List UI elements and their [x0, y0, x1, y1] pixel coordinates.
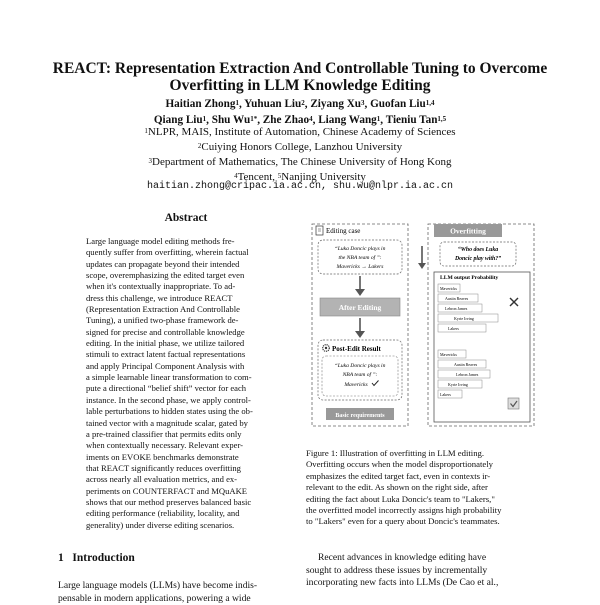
title-line-1: REACT: Representation Extraction And Controllable Tuning to Overcome [40, 60, 560, 77]
abstract-line: that REACT significantly reduces overfitting [86, 463, 284, 474]
basic-requirements-label: Basic requirements [335, 413, 385, 419]
paper-title [40, 60, 560, 94]
abstract-line: shows that our method preserves balanced basic [86, 497, 284, 508]
overfitting-label: Overfitting [450, 227, 486, 236]
author-line-1: Haitian Zhong$^1$, Yuhuan Liu$^2$, Ziyang Xu$^3$, Guofan Liu$^{1,4}$ [40, 96, 560, 112]
query-line-2: Doncic play with?” [454, 256, 501, 262]
affiliation-3: $^3$Department of Mathematics, The Chinese University of Hong Kong [40, 155, 560, 170]
abstract-line: quently suffer from overfitting, wherein factual [86, 247, 284, 258]
abstract-heading: Abstract [86, 212, 286, 224]
affiliation-4-5: $^4$Tencent, $^5$Nanjing University [40, 170, 560, 185]
abstract-line: when it's contextually inappropriate. To ad- [86, 281, 284, 292]
figure-1 [306, 220, 540, 434]
abstract-line: when contextually necessary. Relevant exper- [86, 440, 284, 451]
body-line: incorporating new facts into LLMs (De Cao et al., [306, 577, 542, 590]
abstract-line: tained vector with a magnitude scalar, gated by [86, 418, 284, 429]
caption-line: Overfitting occurs when the model disproportionately [306, 459, 534, 470]
query-box [440, 242, 516, 266]
checkbox-icon [508, 398, 519, 409]
post-text-3: Mavericks [343, 382, 367, 388]
abstract-line: iments on EVOKE benchmarks demonstrate [86, 452, 284, 463]
body-line: pensable in modern applications, powering a wide [58, 593, 294, 605]
section-title: Introduction [72, 552, 134, 564]
author-line-2: Qiang Liu$^1$, Shu $Wu^{1*}$, Zhe Zhao$^4$, Liang Wang$^1$, Tieniu Tan$^{1,5}$ [40, 112, 560, 128]
bar-label: Mavericks [440, 352, 457, 357]
document-icon [316, 226, 323, 235]
case-text-2: the NBA team of ”: [338, 254, 381, 261]
bar-label: Lakers [440, 392, 451, 397]
affiliation-1: $^1$NLPR, MAIS, Institute of Automation, Chinese Academy of Sciences [40, 125, 560, 140]
abstract-line: Tuning), a unified two-phase framework de- [86, 315, 284, 326]
right-column-body [306, 552, 542, 590]
post-edit-label: Post-Edit Result [332, 345, 381, 353]
abstract-body [86, 236, 284, 531]
post-text-1: “Luka Doncic plays in [335, 362, 386, 369]
abstract-line: generality) under diverse editing scenarios. [86, 520, 284, 531]
author-name: Shu Wu [212, 114, 250, 126]
bar-label: Austin Reaves [454, 362, 478, 367]
caption-line: the overfitted model incorrectly assigns high probability [306, 505, 534, 516]
author-name: Zhe Zhao [263, 114, 309, 126]
case-text-1: “Luka Doncic plays in [335, 245, 386, 252]
author-name: Ziyang Xu [310, 98, 361, 110]
caption-line: relevant to the edit. As shown on the right side, after [306, 482, 534, 493]
author-name: Yuhuan Liu [244, 98, 301, 110]
abstract-line: a pre-trained classifier that permits edits only [86, 429, 284, 440]
bar-label: Lebron James [445, 306, 468, 311]
abstract-line: editing. In the initial phase, we utilize tailored [86, 338, 284, 349]
down-arrow-icon [418, 246, 426, 269]
title-line-2: Overfitting in LLM Knowledge Editing [40, 77, 560, 94]
author-name: Liang Wang [318, 114, 377, 126]
section-number: 1 [58, 552, 64, 564]
caption-line: emphasizes the edited target fact, even in contexts ir- [306, 471, 534, 482]
body-line: Recent advances in knowledge editing have [306, 552, 542, 565]
abstract-line: scope, overemphasizing the edited target even [86, 270, 284, 281]
section-heading [58, 552, 135, 564]
author-emails[interactable]: haitian.zhong@cripac.ia.ac.cn, shu.wu@nlpr.ia.ac.cn [40, 181, 560, 192]
abstract-line: editing performance (reliability, locality, and [86, 508, 284, 519]
affiliations [40, 125, 560, 185]
author-name: Tieniu Tan [386, 114, 438, 126]
body-line: Large language models (LLMs) have become indis- [58, 580, 294, 593]
body-line: sought to address these issues by incrementally [306, 565, 542, 578]
bar-label: Lakers [448, 326, 459, 331]
abstract-line: periments on COUNTERFACT and MQuAKE [86, 486, 284, 497]
abstract-line: and apply Principal Component Analysis with [86, 361, 284, 372]
abstract-line: lable perturbations to hidden states using the ob- [86, 406, 284, 417]
case-text-3: Mavericks → Lakers [336, 264, 384, 270]
affiliation-2: $^2$Cuiying Honors College, Lanzhou University [40, 140, 560, 155]
post-text-2: NBA team of ”: [342, 371, 378, 378]
abstract-line: dress this challenge, we introduce REACT [86, 293, 284, 304]
bar-label: Kyrie Irving [448, 382, 468, 387]
intro-body [58, 580, 294, 605]
bar-label: Mavericks [440, 286, 457, 291]
down-arrow-icon [355, 276, 365, 296]
abstract-line: a simple learnable linear transformation to com- [86, 372, 284, 383]
abstract-line: (Representation Extraction And Controllable [86, 304, 284, 315]
figure-caption [306, 448, 534, 528]
down-arrow-icon [355, 318, 365, 338]
author-name: Guofan Liu [370, 98, 426, 110]
abstract-line: updates can propagate beyond their intended [86, 259, 284, 270]
abstract-line: stimuli to extract latent factual representations [86, 349, 284, 360]
caption-line: editing the fact about Luka Doncic's team to "Lakers," [306, 494, 534, 505]
author-list [40, 96, 560, 128]
abstract-line: pute a directional “belief shift” vector for each [86, 383, 284, 394]
editing-case-label: Editing case [326, 227, 360, 235]
probability-title: LLM output Probability [440, 275, 499, 281]
author-name: Haitian Zhong [165, 98, 235, 110]
abstract-line: Large language model editing methods fre- [86, 236, 284, 247]
abstract-line: signed for precise and controllable knowledge [86, 327, 284, 338]
abstract-line: across nearly all evaluation metrics, and ex- [86, 474, 284, 485]
caption-line: to "Lakers" even for a query about Doncic's teammates. [306, 516, 534, 527]
after-editing-label: After Editing [339, 303, 382, 312]
caption-line: Figure 1: Illustration of overfitting in LLM editing. [306, 448, 534, 459]
bar-lakers [438, 324, 486, 332]
bar-label: Austin Reaves [445, 296, 469, 301]
abstract-line: instance. In the second phase, we apply control- [86, 395, 284, 406]
author-name: Qiang Liu [154, 114, 203, 126]
bar-label: Lebron James [456, 372, 479, 377]
bar-label: Kyrie Irving [454, 316, 474, 321]
query-line-1: “Who does Luka [458, 247, 498, 253]
